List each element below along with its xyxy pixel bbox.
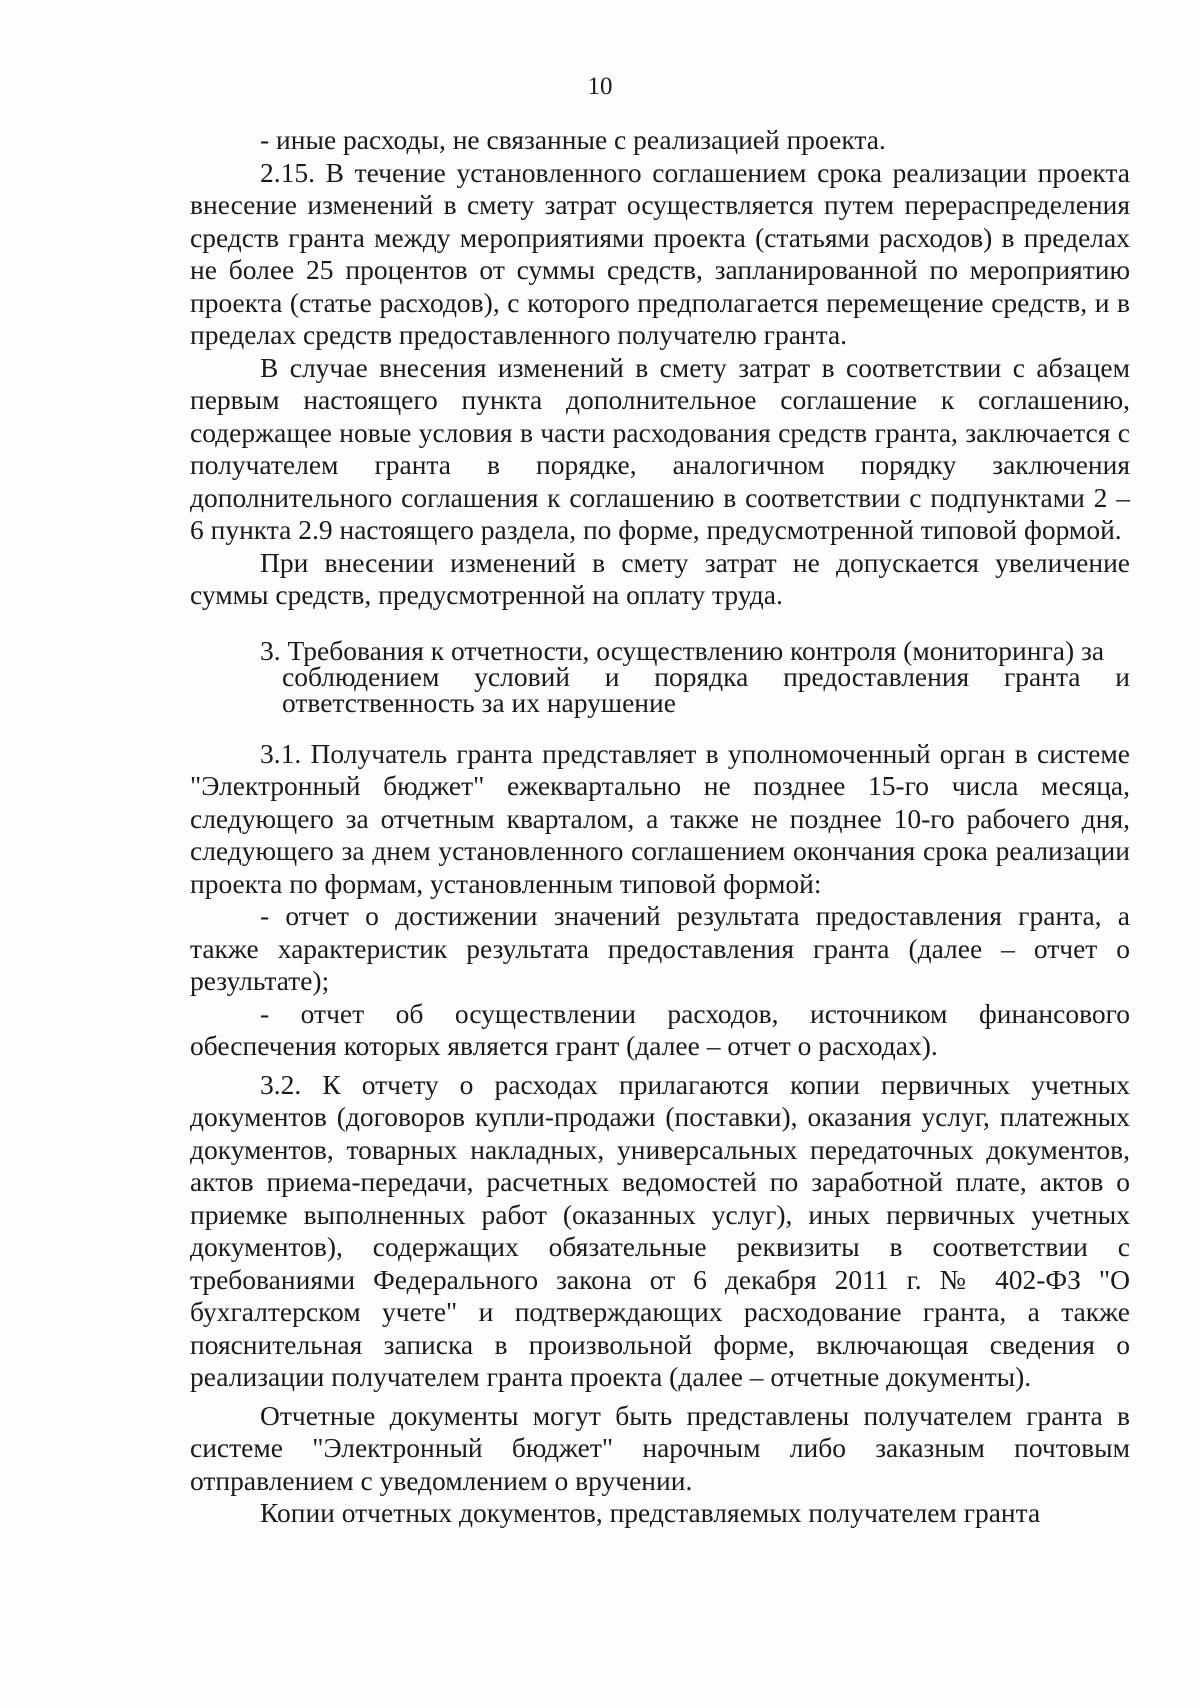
paragraph-labor-costs: При внесении изменений в смету затрат не допускается увеличение суммы средств, предусмотренной на оплату труда.: [190, 546, 1130, 610]
paragraph-estimate-changes: В случае внесения изменений в смету затрат в соответствии с абзацем первым настоящего пункта дополнительное соглашение к соглашению, содержащее новые условия в части расходования средств гранта, заключается с получателем гранта в порядке, аналогичном порядку заключения дополнительного соглашения к соглашению в соответствии с подпунктами 2 – 6 пункта 2.9 настоящего раздела, по форме, предусмотренной типовой формой.: [190, 351, 1130, 545]
page-number: 10: [587, 73, 613, 100]
document-body: [190, 124, 1130, 1530]
paragraph-other-expenses: - иные расходы, не связанные с реализацией проекта.: [260, 124, 886, 155]
section-3-heading-continuation: соблюдением условий и порядка предоставления гранта и ответственность за их нарушение: [282, 660, 1130, 718]
paragraph-2-15: 2.15. В течение установленного соглашением срока реализации проекта внесение изменений в смету затрат осуществляется путем перераспределения средств гранта между мероприятиями проекта (статьями расходов) в пределах не более 25 процентов от суммы средств, запланированной по мероприятию проекта (статье расходов), с которого предполагается перемещение средств, и в пределах средств предоставленного получателю гранта.: [190, 156, 1130, 350]
list-item-expense-report: - отчет об осуществлении расходов, источником финансового обеспечения которых является грант (далее – отчет о расходах).: [190, 997, 1130, 1061]
paragraph-3-1: 3.1. Получатель гранта представляет в уполномоченный орган в системе "Электронный бюджет" ежеквартально не позднее 15-го числа месяца, следующего за отчетным кварталом, а также не позднее 10-го рабочего дня, следующего за днем установленного соглашением окончания срока реализации проекта по формам, установленным типовой формой:: [190, 737, 1130, 899]
section-3-heading: [190, 634, 1130, 718]
paragraph-report-copies: Копии отчетных документов, представляемых получателем гранта: [260, 1497, 1041, 1528]
paragraph-report-submission: Отчетные документы могут быть представлены получателем гранта в системе "Электронный бюджет" нарочным либо заказным почтовым отправлением с уведомлением о вручении.: [190, 1399, 1130, 1496]
list-item-result-report: - отчет о достижении значений результата предоставления гранта, а также характеристик результата предоставления гранта (далее – отчет о результате);: [190, 900, 1130, 996]
section-3-heading-line-1: 3. Требования к отчетности, осуществлению контроля (мониторинга) за: [260, 634, 1105, 666]
paragraph-3-2: 3.2. К отчету о расходах прилагаются копии первичных учетных документов (договоров купли-продажи (поставки), оказания услуг, платежных документов, товарных накладных, универсальных передаточных документов, актов приема-передачи, расчетных ведомостей по заработной плате, актов о приемке выполненных работ (оказанных услуг), иных первичных учетных документов), содержащих обязательные реквизиты в соответствии с требованиями Федерального закона от 6 декабря 2011 г. № 402-ФЗ "О бухгалтерском учете" и подтверждающих расходование гранта, а также пояснительная записка в произвольной форме, включающая сведения о реализации получателем гранта проекта (далее – отчетные документы).: [190, 1068, 1130, 1392]
